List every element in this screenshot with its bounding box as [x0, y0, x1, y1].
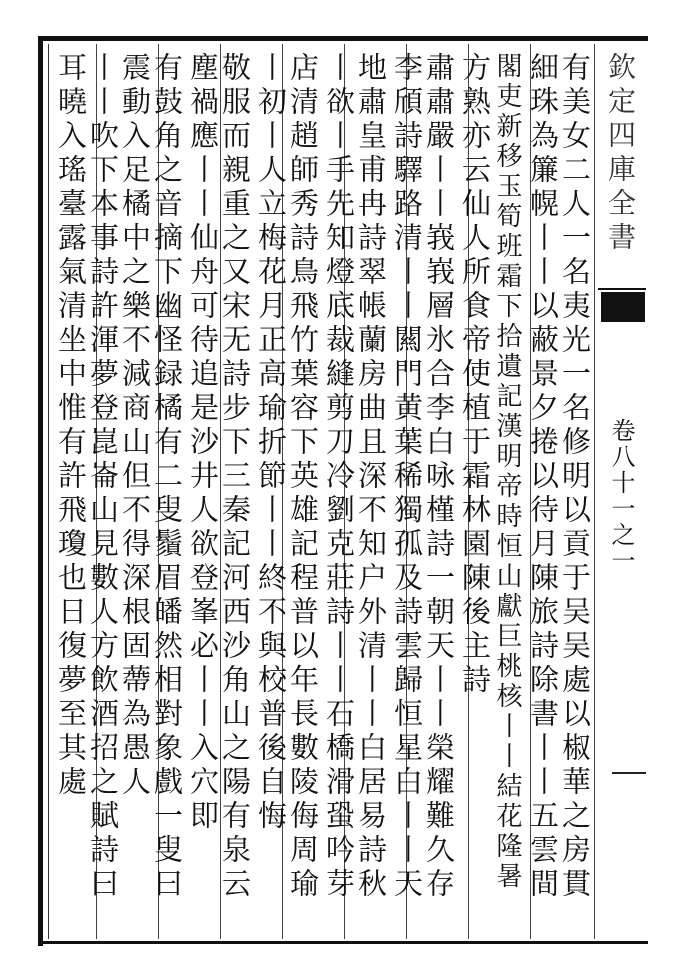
volume-label: 卷八十一之一 — [607, 418, 635, 574]
text-column-13: 有鼓角之音摘下幽怪録橘有二叟鬚眉皤然相對象戲一叟曰 — [150, 52, 184, 902]
text-column-10: 丨初丨人立梅花月正高瑜折節丨丨終不與校普後自悔 — [254, 52, 288, 834]
frame-top-rule — [38, 36, 648, 41]
text-column-11: 敬服而親重之又宋无詩步下三秦記河西沙角山之陽有泉云 — [218, 52, 252, 902]
text-column-4: 方熟亦云仙人所食帝使植于霜林園陳後主詩 — [458, 52, 492, 698]
text-column-2: 細珠為簾幌丨丨以蔽景夕捲以待月陳旅詩除書丨丨五雲間 — [526, 52, 560, 902]
text-column-5: 肅肅嚴丨丨峩峩層氷合李白咏槿詩一朝天丨丨榮耀難久存 — [422, 52, 456, 902]
text-column-8: 丨欲丨手先知燈底裁縫剪刀冷劉克莊詩丨丨石橋滑蛩吟芽 — [322, 52, 356, 902]
frame-bottom-rule — [38, 941, 648, 944]
center-margin — [594, 44, 646, 939]
book-title: 欽定四庫全書 — [604, 52, 637, 256]
text-column-6: 李頎詩驛路清丨丨闗門黄葉稀獨孤及詩雲歸恒星白丨丨天 — [390, 52, 424, 902]
fishtail-rule — [598, 288, 646, 290]
text-column-16: 耳曉入瑤臺露氣清坐中惟有許飛瓊也日復夢至其處 — [54, 52, 88, 800]
text-column-9: 店清趙師秀詩鳥飛竹葉容下英雄記程普以年長數陵侮周瑜 — [286, 52, 320, 902]
text-column-14: 震動入足橘中之樂不減商山但不得深根固蔕為愚人 — [118, 52, 152, 800]
fishtail-mark — [601, 292, 645, 322]
text-column-1: 有美女二人一名夷光一名修明以貢于吴吴處以椒華之房貫 — [558, 52, 592, 902]
inner-left-rule — [48, 44, 49, 939]
text-column-3: 閣吏新移玉筍班霜下拾遺記漢明帝時恒山獻巨桃核丨丨結花隆暑 — [492, 52, 522, 892]
text-column-12: 塵禍應丨丨仙舟可待追是沙井人欲登峯必丨丨入穴即 — [186, 52, 220, 834]
margin-rule — [612, 772, 646, 774]
text-column-7: 地肅皇甫冉詩翠帳蘭房曲且深不知户外清丨丨白居易詩秋 — [354, 52, 388, 902]
frame-left-rule — [38, 36, 43, 946]
text-column-15: 丨丨吹下本事詩許渾夢登崑崙山見數人方飲酒招之賦詩曰 — [86, 52, 120, 902]
